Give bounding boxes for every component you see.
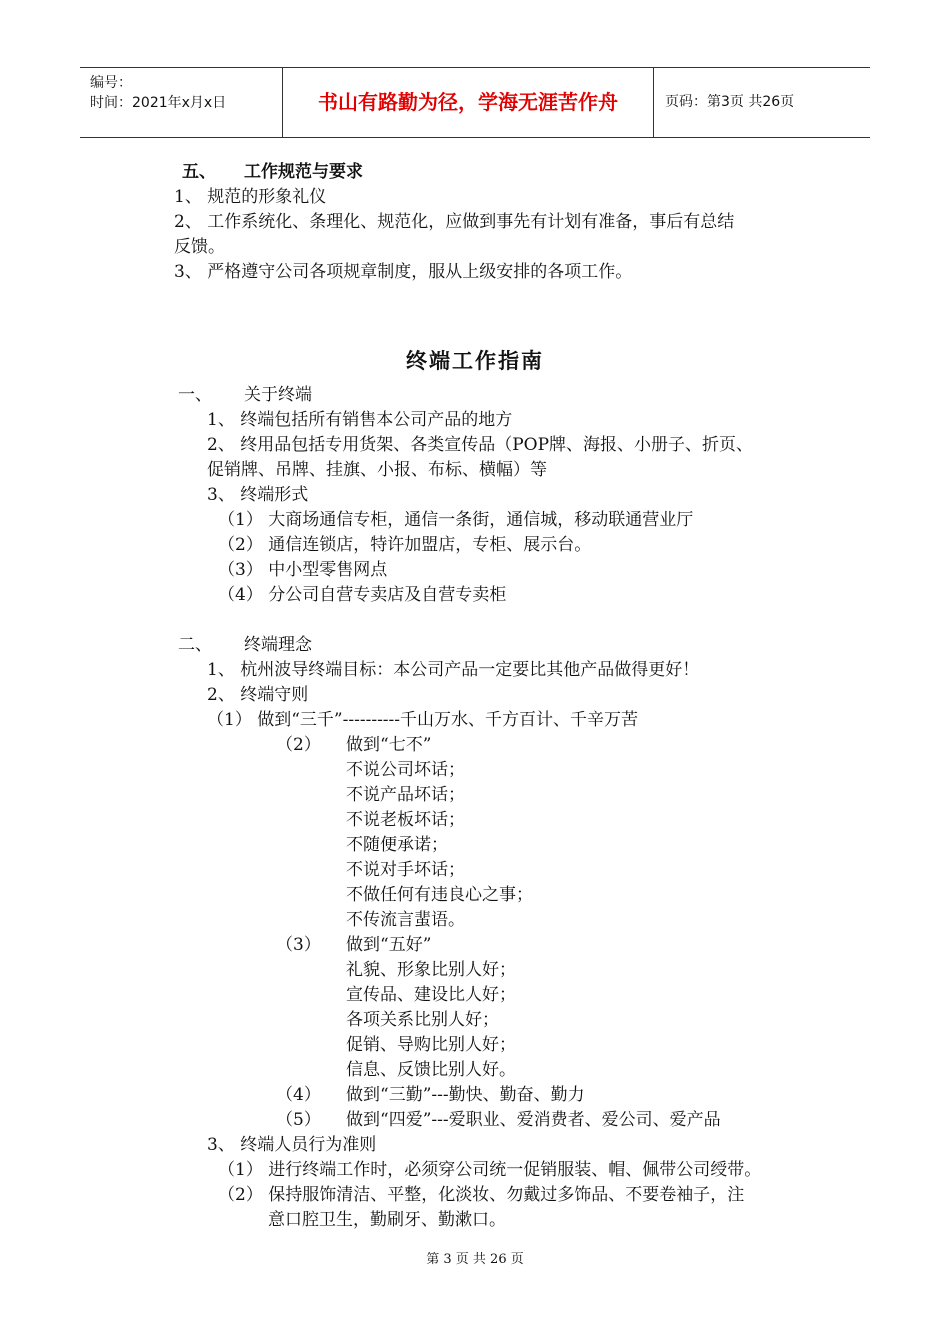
part1-line: 3、 终端形式 — [207, 485, 309, 505]
part1-line: 1、 终端包括所有销售本公司产品的地方 — [207, 410, 513, 430]
five-good-item: 各项关系比别人好； — [346, 1010, 499, 1030]
section5-heading-num: 五、 — [182, 162, 216, 182]
part1-line: 2、 终用品包括专用货架、各类宣传品（POP牌、海报、小册子、折页、 — [207, 435, 754, 455]
part1-label: 关于终端 — [244, 385, 312, 405]
seven-no-item: 不做任何有违良心之事； — [346, 885, 533, 905]
part2-label: 终端理念 — [244, 635, 312, 655]
header-meta-cell — [80, 68, 283, 137]
seven-no-item: 不说对手坏话； — [346, 860, 465, 880]
guide-title: 终端工作指南 — [406, 349, 544, 373]
rule-num: （4） — [276, 1085, 321, 1105]
part1-num: 一、 — [178, 385, 212, 405]
rule-num: （3） — [276, 935, 321, 955]
terminal-form-item: （1） 大商场通信专柜，通信一条街，通信城，移动联通营业厅 — [218, 510, 694, 530]
seven-no-item: 不传流言蜚语。 — [346, 910, 465, 930]
header-motto: 书山有路勤为径，学海无涯苦作舟 — [283, 68, 654, 137]
terminal-form-item: （3） 中小型零售网点 — [218, 560, 388, 580]
rule-num: （2） — [276, 735, 321, 755]
rule-text: 做到“四爱”---爱职业、爱消费者、爱公司、爱产品 — [346, 1110, 721, 1130]
five-good-item: 促销、导购比别人好； — [346, 1035, 516, 1055]
page-header — [80, 67, 870, 138]
rules-title: 2、 终端守则 — [207, 685, 309, 705]
rule-text: 做到“三勤”---勤快、勤奋、勤力 — [346, 1085, 585, 1105]
section5-heading-text: 工作规范与要求 — [244, 162, 363, 182]
section5-item: 1、 规范的形象礼仪 — [174, 187, 327, 207]
terminal-goal: 1、 杭州波导终端目标：本公司产品一定要比其他产品做得更好！ — [207, 660, 700, 680]
seven-no-item: 不说老板坏话； — [346, 810, 465, 830]
section5-item: 2、 工作系统化、条理化、规范化，应做到事先有计划有准备，事后有总结 — [174, 212, 735, 232]
part2-num: 二、 — [178, 635, 212, 655]
rule-num: （5） — [276, 1110, 321, 1130]
five-good-item: 信息、反馈比别人好。 — [346, 1060, 516, 1080]
five-good-item: 宣传品、建设比人好； — [346, 985, 516, 1005]
rule-item: （1） 做到“三千”----------千山万水、千方百计、千辛万苦 — [207, 710, 639, 730]
seven-no-item: 不说公司坏话； — [346, 760, 465, 780]
seven-no-item: 不随便承诺； — [346, 835, 448, 855]
code-label: 编号： — [90, 75, 132, 91]
section5-item: 反馈。 — [174, 237, 225, 257]
terminal-form-item: （4） 分公司自营专卖店及自营专卖柜 — [218, 585, 507, 605]
rule-text: 做到“五好” — [346, 935, 432, 955]
part1-line: 促销牌、吊牌、挂旗、小报、布标、横幅）等 — [207, 460, 547, 480]
conduct-item: （1） 进行终端工作时，必须穿公司统一促销服装、帽、佩带公司绶带。 — [218, 1160, 762, 1180]
section5-item: 3、 严格遵守公司各项规章制度，服从上级安排的各项工作。 — [174, 262, 633, 282]
terminal-form-item: （2） 通信连锁店，特许加盟店，专柜、展示台。 — [218, 535, 592, 555]
header-page-info: 页码：第3页 共26页 — [665, 94, 795, 110]
conduct-item: （2） 保持服饰清洁、平整，化淡妆、勿戴过多饰品、不要卷袖子，注 — [218, 1185, 745, 1205]
conduct-item: 意口腔卫生，勤刷牙、勤漱口。 — [268, 1210, 506, 1230]
conduct-title: 3、 终端人员行为准则 — [207, 1135, 377, 1155]
page-footer: 第 3 页 共 26 页 — [426, 1252, 524, 1267]
rule-text: 做到“七不” — [346, 735, 432, 755]
five-good-item: 礼貌、形象比别人好； — [346, 960, 516, 980]
date-label: 时间：2021年x月x日 — [90, 95, 227, 111]
seven-no-item: 不说产品坏话； — [346, 785, 465, 805]
